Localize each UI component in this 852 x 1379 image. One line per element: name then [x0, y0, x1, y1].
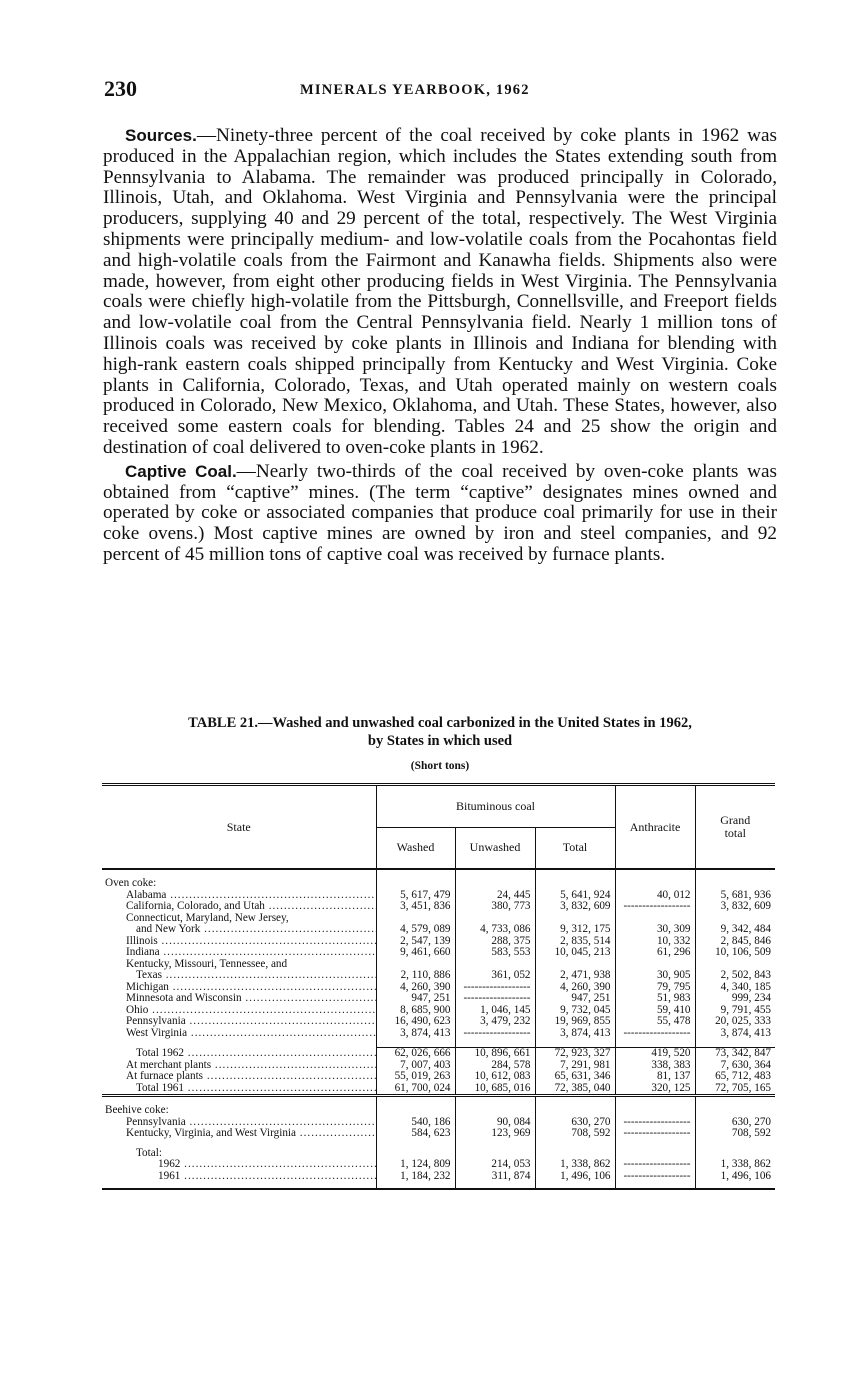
- cell-washed: 5, 617, 479: [376, 890, 455, 902]
- state-name: 1962 .....: [158, 1159, 376, 1170]
- cell-unwashed: 311, 874: [455, 1171, 535, 1183]
- cell-washed: 2, 110, 886: [376, 970, 455, 982]
- spacer-cell: [102, 1182, 376, 1189]
- empty-cell: [535, 1148, 615, 1160]
- cell-grand: 999, 234: [695, 993, 775, 1005]
- cell-unwashed: [455, 982, 535, 994]
- empty-cell: [695, 959, 775, 971]
- running-title: MINERALS YEARBOOK, 1962: [300, 82, 530, 98]
- cell-total: 2, 835, 514: [535, 936, 615, 948]
- cell-anthracite: 51, 983: [615, 993, 695, 1005]
- table-row: [102, 1005, 775, 1017]
- cell-washed: 3, 451, 836: [376, 901, 455, 913]
- spacer-cell: [535, 1182, 615, 1189]
- spacer-cell: [455, 1039, 535, 1048]
- cell-anthracite: 30, 905: [615, 970, 695, 982]
- state-name: Total 1961 .....: [136, 1083, 376, 1094]
- table-row: [102, 1028, 775, 1040]
- state-name: Kentucky, Virginia, and West Virginia .....: [126, 1128, 376, 1139]
- empty-cell: [455, 913, 535, 925]
- cell-total: 1, 496, 106: [535, 1171, 615, 1183]
- cell-grand: 73, 342, 847: [695, 1048, 775, 1060]
- spacer-cell: [695, 1140, 775, 1148]
- cell-unwashed: [455, 1028, 535, 1040]
- cell-total: 947, 251: [535, 993, 615, 1005]
- spacer-cell: [455, 1096, 535, 1106]
- empty-dash-anthracite: [623, 1171, 690, 1182]
- state-label: [102, 1071, 376, 1083]
- empty-cell: [535, 878, 615, 890]
- table-row: [102, 924, 775, 936]
- state-label: [102, 936, 376, 948]
- state-label: [102, 1117, 376, 1129]
- cell-total: 72, 385, 040: [535, 1083, 615, 1096]
- cell-total: 4, 260, 390: [535, 982, 615, 994]
- empty-cell: [695, 1148, 775, 1160]
- state-name: West Virginia .....: [126, 1028, 376, 1039]
- empty-dash-anthracite: [623, 1028, 690, 1039]
- state-name: Texas .....: [136, 970, 376, 981]
- table-row: [102, 1171, 775, 1183]
- cell-anthracite: 81, 137: [615, 1071, 695, 1083]
- table-body: [102, 869, 775, 1189]
- cell-unwashed: 4, 733, 086: [455, 924, 535, 936]
- empty-cell: [535, 959, 615, 971]
- table-row: [102, 936, 775, 948]
- cell-grand: 708, 592: [695, 1128, 775, 1140]
- state-label: [102, 1171, 376, 1183]
- empty-cell: [376, 878, 455, 890]
- table-row: [102, 1016, 775, 1028]
- cell-anthracite: 10, 332: [615, 936, 695, 948]
- cell-total: 708, 592: [535, 1128, 615, 1140]
- cell-washed: 4, 260, 390: [376, 982, 455, 994]
- cell-grand: 65, 712, 483: [695, 1071, 775, 1083]
- state-name: California, Colorado, and Utah .....: [126, 901, 376, 912]
- empty-cell: [376, 913, 455, 925]
- spacer-cell: [695, 1096, 775, 1106]
- empty-cell: [695, 878, 775, 890]
- state-label: [102, 982, 376, 994]
- cell-grand: 9, 791, 455: [695, 1005, 775, 1017]
- cell-unwashed: 123, 969: [455, 1128, 535, 1140]
- cell-grand: 5, 681, 936: [695, 890, 775, 902]
- cell-total: 72, 923, 327: [535, 1048, 615, 1060]
- runin-heading: Sources.: [125, 126, 197, 145]
- spacer-row: [102, 1140, 775, 1148]
- spacer-cell: [695, 1039, 775, 1048]
- empty-cell: [455, 959, 535, 971]
- state-name: 1961 .....: [158, 1171, 376, 1182]
- state-name: Minnesota and Wisconsin .....: [126, 993, 376, 1004]
- spacer-cell: [455, 1140, 535, 1148]
- state-label: [102, 993, 376, 1005]
- state-label: [102, 1048, 376, 1060]
- paragraph-text: —Ninety-three percent of the coal received by coke plants in 1962 was produced in the Appalachian region, which includes the States extending south from Pennsylvania to Alabama. The remainder was produced principally in Colorado, Illinois, Utah, and Oklahoma. West Virginia and Pennsylvania were the principal producers, supplying 40 and 29 percent of the total, respectively. The West Virginia shipments were principally medium- and low-volatile coals from the Pocahontas field and high-volatile coals from the Fairmont and Kanawha fields. Shipments also were made, however, from eight other producing fields in West Virginia. The Pennsylvania coals were chiefly high-volatile from the Pittsburgh, Connellsville, and Freeport fields and low-volatile coal from the Central Pennsylvania field. Nearly 1 million tons of Illinois coals was received by coke plants in Illinois and Indiana for blending with high-rank eastern coals shipped principally from Kentucky and West Virginia. Coke plants in California, Colorado, Texas, and Utah operated mainly on western coals produced in Colorado, New Mexico, Oklahoma, and Utah. These States, however, also received some eastern coals for blending. Tables 24 and 25 show the origin and destination of coal delivered to oven-coke plants in 1962.: [103, 125, 777, 458]
- spacer-cell: [455, 869, 535, 878]
- cell-anthracite: [615, 1117, 695, 1129]
- cell-grand: 3, 832, 609: [695, 901, 775, 913]
- cell-unwashed: 380, 773: [455, 901, 535, 913]
- cell-grand: 72, 705, 165: [695, 1083, 775, 1096]
- cell-total: 10, 045, 213: [535, 947, 615, 959]
- cell-washed: 8, 685, 900: [376, 1005, 455, 1017]
- cell-total: 7, 291, 981: [535, 1060, 615, 1072]
- state-name: and New York .....: [136, 924, 376, 935]
- section-label: Oven coke:: [105, 878, 157, 889]
- state-name: Pennsylvania .....: [126, 1016, 376, 1027]
- spacer-cell: [102, 1039, 376, 1048]
- spacer-cell: [615, 1039, 695, 1048]
- table-row: [102, 993, 775, 1005]
- empty-dash-anthracite: [623, 1117, 690, 1128]
- paragraph-text: —Nearly two-thirds of the coal received by oven-coke plants was obtained from “captive” mines. (The term “captive” designates mines owned and operated by coke or associated companies that produce coal primarily for use in their coke ovens.) Most captive mines are owned by iron and steel companies, and 92 percent of 45 million tons of captive coal was received by furnace plants.: [103, 460, 777, 565]
- cell-unwashed: 583, 553: [455, 947, 535, 959]
- empty-cell: [695, 1105, 775, 1117]
- section-label: Beehive coke:: [105, 1105, 169, 1116]
- state-label: [102, 1005, 376, 1017]
- cell-grand: 10, 106, 509: [695, 947, 775, 959]
- empty-dash-unwashed: [463, 1028, 530, 1039]
- cell-total: 1, 338, 862: [535, 1159, 615, 1171]
- cell-unwashed: 3, 479, 232: [455, 1016, 535, 1028]
- spacer-cell: [376, 1140, 455, 1148]
- empty-cell: [455, 878, 535, 890]
- cell-washed: 1, 184, 232: [376, 1171, 455, 1183]
- cell-anthracite: [615, 1128, 695, 1140]
- cell-total: 9, 732, 045: [535, 1005, 615, 1017]
- state-label: [102, 1128, 376, 1140]
- spacer-cell: [455, 1182, 535, 1189]
- column-header-state: State: [102, 785, 376, 870]
- table-row: [102, 1083, 775, 1096]
- cell-grand: 630, 270: [695, 1117, 775, 1129]
- state-name: At furnace plants .....: [126, 1071, 376, 1082]
- column-header-anthracite: Anthracite: [615, 785, 695, 870]
- empty-cell: [615, 913, 695, 925]
- empty-cell: [615, 878, 695, 890]
- table-bottom-rule: [102, 1182, 775, 1189]
- cell-anthracite: 59, 410: [615, 1005, 695, 1017]
- cell-grand: 1, 338, 862: [695, 1159, 775, 1171]
- spacer-cell: [535, 1140, 615, 1148]
- state-name: Michigan .....: [126, 982, 376, 993]
- table-row: [102, 1159, 775, 1171]
- cell-anthracite: 40, 012: [615, 890, 695, 902]
- state-label: [102, 890, 376, 902]
- cell-total: 5, 641, 924: [535, 890, 615, 902]
- spacer-cell: [102, 1140, 376, 1148]
- empty-cell: [455, 1148, 535, 1160]
- cell-anthracite: [615, 901, 695, 913]
- cell-total: 9, 312, 175: [535, 924, 615, 936]
- spacer-cell: [376, 1039, 455, 1048]
- empty-cell: [695, 913, 775, 925]
- cell-washed: 584, 623: [376, 1128, 455, 1140]
- empty-cell: [615, 959, 695, 971]
- paragraph-sources: [103, 126, 777, 459]
- table-row-continued: [102, 913, 775, 925]
- cell-washed: 7, 007, 403: [376, 1060, 455, 1072]
- table-row: [102, 1117, 775, 1129]
- empty-cell: [535, 1105, 615, 1117]
- cell-anthracite: [615, 1171, 695, 1183]
- column-header-washed: Washed: [376, 827, 455, 869]
- cell-unwashed: 214, 053: [455, 1159, 535, 1171]
- empty-cell: [376, 1148, 455, 1160]
- cell-unwashed: 24, 445: [455, 890, 535, 902]
- empty-dash-unwashed: [463, 993, 530, 1004]
- table-row: [102, 1048, 775, 1060]
- table-row: [102, 890, 775, 902]
- state-label: [102, 947, 376, 959]
- cell-total: 3, 874, 413: [535, 1028, 615, 1040]
- table-title-line: TABLE 21.—Washed and unwashed coal carbonized in the United States in 1962,: [188, 715, 692, 731]
- state-name: Alabama .....: [126, 890, 376, 901]
- cell-anthracite: 338, 383: [615, 1060, 695, 1072]
- table-row: [102, 947, 775, 959]
- empty-cell: [615, 1105, 695, 1117]
- state-label: [102, 1028, 376, 1040]
- table-row: [102, 901, 775, 913]
- spacer-cell: [376, 1182, 455, 1189]
- cell-washed: 947, 251: [376, 993, 455, 1005]
- empty-dash-unwashed: [463, 982, 530, 993]
- spacer-cell: [695, 869, 775, 878]
- spacer-cell: [615, 1140, 695, 1148]
- state-label: [102, 970, 376, 982]
- spacer-row: [102, 869, 775, 878]
- section-label-row: [102, 1105, 775, 1117]
- empty-dash-anthracite: [623, 1159, 690, 1170]
- state-name: Ohio .....: [126, 1005, 376, 1016]
- spacer-row: [102, 1096, 775, 1106]
- data-table-wrapper: [102, 783, 773, 1190]
- body-text: [103, 126, 777, 569]
- paragraph-captive-coal: [103, 462, 777, 566]
- cell-washed: 3, 874, 413: [376, 1028, 455, 1040]
- cell-grand: 20, 025, 333: [695, 1016, 775, 1028]
- cell-washed: 55, 019, 263: [376, 1071, 455, 1083]
- cell-washed: 2, 547, 139: [376, 936, 455, 948]
- table-subtitle: (Short tons): [410, 760, 470, 772]
- cell-total: 630, 270: [535, 1117, 615, 1129]
- empty-cell: [376, 1105, 455, 1117]
- empty-dash-anthracite: [623, 901, 690, 912]
- table-title-line: by States in which used: [367, 733, 513, 749]
- state-name: Indiana .....: [126, 947, 376, 958]
- cell-anthracite: 61, 296: [615, 947, 695, 959]
- state-label: [102, 1159, 376, 1171]
- section-label-row: [102, 1148, 775, 1160]
- cell-grand: 9, 342, 484: [695, 924, 775, 936]
- cell-grand: 2, 845, 846: [695, 936, 775, 948]
- table-row-continued: [102, 959, 775, 971]
- state-label: [102, 901, 376, 913]
- empty-cell: [376, 959, 455, 971]
- column-header-unwashed: Unwashed: [455, 827, 535, 869]
- spacer-cell: [376, 1096, 455, 1106]
- spacer-cell: [102, 869, 376, 878]
- cell-unwashed: 10, 896, 661: [455, 1048, 535, 1060]
- cell-unwashed: 10, 685, 016: [455, 1083, 535, 1096]
- cell-grand: 7, 630, 364: [695, 1060, 775, 1072]
- spacer-cell: [535, 1039, 615, 1048]
- column-header-bituminous: Bituminous coal: [376, 785, 615, 828]
- column-header-total: Total: [535, 827, 615, 869]
- state-label-line: Kentucky, Missouri, Tennessee, and: [126, 958, 288, 970]
- cell-washed: 61, 700, 024: [376, 1083, 455, 1096]
- table-row: [102, 970, 775, 982]
- cell-anthracite: 419, 520: [615, 1048, 695, 1060]
- spacer-cell: [695, 1182, 775, 1189]
- state-label: [102, 1060, 376, 1072]
- cell-washed: 540, 186: [376, 1117, 455, 1129]
- table-row: [102, 982, 775, 994]
- cell-grand: 4, 340, 185: [695, 982, 775, 994]
- state-name: Illinois .....: [126, 936, 376, 947]
- cell-total: 65, 631, 346: [535, 1071, 615, 1083]
- section-label: Total:: [136, 1147, 162, 1159]
- cell-unwashed: [455, 993, 535, 1005]
- table-row: [102, 1060, 775, 1072]
- cell-washed: 9, 461, 660: [376, 947, 455, 959]
- cell-washed: 1, 124, 809: [376, 1159, 455, 1171]
- state-label: [102, 1083, 376, 1096]
- table-title: [103, 714, 777, 750]
- cell-grand: 2, 502, 843: [695, 970, 775, 982]
- cell-total: 19, 969, 855: [535, 1016, 615, 1028]
- coal-carbonized-table: [102, 783, 775, 1190]
- cell-washed: 16, 490, 623: [376, 1016, 455, 1028]
- spacer-cell: [102, 1096, 376, 1106]
- spacer-cell: [615, 1182, 695, 1189]
- cell-unwashed: 10, 612, 083: [455, 1071, 535, 1083]
- cell-anthracite: [615, 1159, 695, 1171]
- state-name: Pennsylvania .....: [126, 1117, 376, 1128]
- cell-total: 3, 832, 609: [535, 901, 615, 913]
- cell-unwashed: 284, 578: [455, 1060, 535, 1072]
- state-name: Total 1962 .....: [136, 1048, 376, 1059]
- state-label-line: Connecticut, Maryland, New Jersey,: [126, 912, 289, 924]
- spacer-cell: [535, 869, 615, 878]
- cell-unwashed: 361, 052: [455, 970, 535, 982]
- state-label: [102, 1016, 376, 1028]
- empty-dash-anthracite: [623, 1128, 690, 1139]
- cell-anthracite: 55, 478: [615, 1016, 695, 1028]
- cell-total: 2, 471, 938: [535, 970, 615, 982]
- cell-washed: 4, 579, 089: [376, 924, 455, 936]
- cell-anthracite: [615, 1028, 695, 1040]
- spacer-row: [102, 1039, 775, 1048]
- cell-anthracite: 320, 125: [615, 1083, 695, 1096]
- section-label-row: [102, 878, 775, 890]
- column-header-grand-total: Grand total: [695, 785, 775, 870]
- table-row: [102, 1071, 775, 1083]
- spacer-cell: [615, 1096, 695, 1106]
- cell-unwashed: 1, 046, 145: [455, 1005, 535, 1017]
- page-number: 230: [104, 76, 137, 101]
- table-row: [102, 1128, 775, 1140]
- state-name: At merchant plants .....: [126, 1060, 376, 1071]
- cell-unwashed: 90, 084: [455, 1117, 535, 1129]
- empty-cell: [535, 913, 615, 925]
- runin-heading: Captive Coal.: [125, 461, 237, 481]
- cell-anthracite: 30, 309: [615, 924, 695, 936]
- page-header: [104, 76, 776, 106]
- spacer-cell: [376, 869, 455, 878]
- cell-anthracite: 79, 795: [615, 982, 695, 994]
- spacer-cell: [535, 1096, 615, 1106]
- cell-unwashed: 288, 375: [455, 936, 535, 948]
- empty-cell: [615, 1148, 695, 1160]
- state-label: [102, 924, 376, 936]
- cell-grand: 1, 496, 106: [695, 1171, 775, 1183]
- cell-washed: 62, 026, 666: [376, 1048, 455, 1060]
- empty-cell: [455, 1105, 535, 1117]
- spacer-cell: [615, 869, 695, 878]
- cell-grand: 3, 874, 413: [695, 1028, 775, 1040]
